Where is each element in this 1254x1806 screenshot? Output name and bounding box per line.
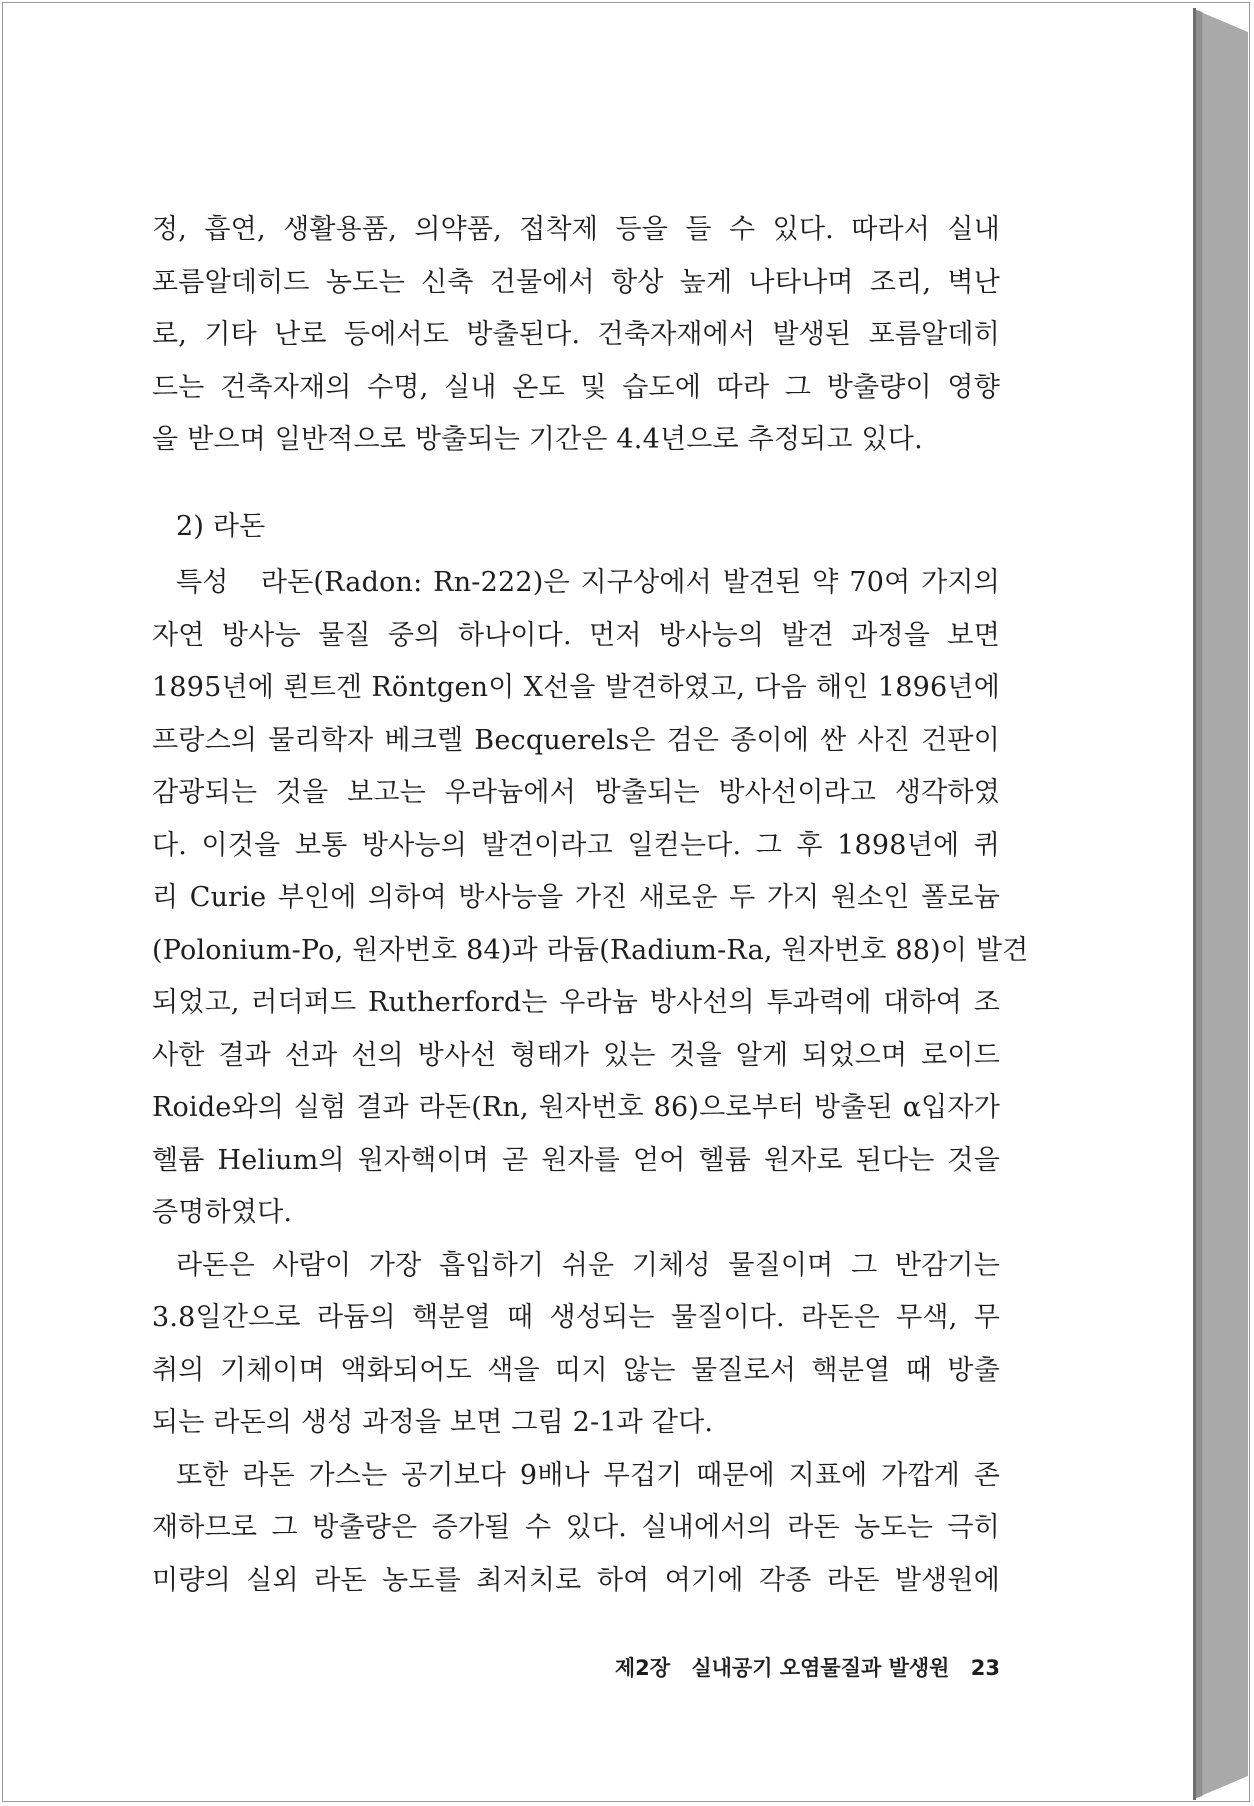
text-line: Roide와의 실험 결과 라돈(Rn, 원자번호 86)으로부터 방출된 α입자가 (152, 1092, 1000, 1123)
text-line: 사한 결과 선과 선의 방사선 형태가 있는 것을 알게 되었으며 로이드 (152, 1039, 1000, 1071)
text-line: 포름알데히드 농도는 신축 건물에서 항상 높게 나타나며 조리, 벽난 (152, 266, 1000, 298)
text-line: 로, 기타 난로 등에서도 방출된다. 건축자재에서 발생된 포름알데히 (152, 319, 1000, 350)
body-text (152, 204, 1029, 1607)
text-line: 감광되는 것을 보고는 우라늄에서 방출되는 방사선이라고 생각하였 (152, 777, 1000, 808)
text-line: 미량의 실외 라돈 농도를 최저치로 하여 여기에 각종 라돈 발생원에 (152, 1564, 1000, 1596)
text-line: 특성 라돈(Radon: Rn-222)은 지구상에서 발견된 약 70여 가지의 (176, 567, 1000, 598)
text-line: 다. 이것을 보통 방사능의 발견이라고 일컫는다. 그 후 1898년에 퀴 (152, 829, 1000, 861)
footer-chapter: 제2장 (614, 1656, 671, 1680)
paragraph (152, 204, 1000, 467)
text-line: 취의 기체이며 액화되어도 색을 띠지 않는 물질로서 핵분열 때 방출 (152, 1354, 1000, 1386)
paragraph (152, 1450, 1000, 1608)
text-line: 자연 방사능 물질 중의 하나이다. 먼저 방사능의 발견 과정을 보면 (152, 619, 1000, 651)
text-line: 드는 건축자재의 수명, 실내 온도 및 습도에 따라 그 방출량이 영향 (152, 371, 1000, 403)
text-line: 리 Curie 부인에 의하여 방사능을 가진 새로운 두 가지 원소인 폴로늄 (152, 882, 1000, 913)
paragraph (152, 1240, 1000, 1450)
page-footer (580, 1652, 1000, 1682)
text-line: 프랑스의 물리학자 베크렐 Becquerels은 검은 종이에 싼 사진 건판이 (152, 724, 1000, 756)
text-line: 되는 라돈의 생성 과정을 보면 그림 2-1과 같다. (152, 1407, 714, 1438)
text-line: 을 받으며 일반적으로 방출되는 기간은 4.4년으로 추정되고 있다. (152, 424, 923, 455)
text-line: 증명하였다. (152, 1197, 293, 1228)
text-line: 되었고, 러더퍼드 Rutherford는 우라늄 방사선의 투과력에 대하여 조 (152, 987, 1000, 1018)
text-line: 또한 라돈 가스는 공기보다 9배나 무겁기 때문에 지표에 가깝게 존 (176, 1459, 1000, 1491)
page-number: 23 (970, 1656, 1000, 1680)
page-edge (1193, 8, 1196, 1800)
text-line: 재하므로 그 방출량은 증가될 수 있다. 실내에서의 라돈 농도는 극히 (152, 1512, 1000, 1543)
text-line: 3.8일간으로 라듐의 핵분열 때 생성되는 물질이다. 라돈은 무색, 무 (152, 1302, 1000, 1333)
text-line: 라돈은 사람이 가장 흡입하기 쉬운 기체성 물질이며 그 반감기는 (176, 1249, 1000, 1281)
text-line: 정, 흡연, 생활용품, 의약품, 접착제 등을 들 수 있다. 따라서 실내 (152, 214, 1000, 245)
text-line: 1895년에 뢴트겐 Röntgen이 X선을 발견하였고, 다음 해인 1896년에 (152, 672, 1000, 703)
section-heading: 2) 라돈 (176, 510, 266, 542)
page-stack-shadow (1196, 10, 1248, 1798)
text-line: 헬륨 Helium의 원자핵이며 곧 원자를 얻어 헬륨 원자로 된다는 것을 (152, 1144, 1000, 1176)
text-line: (Polonium-Po, 원자번호 84)과 라듐(Radium-Ra, 원자번호 88)이 발견 (152, 934, 1029, 966)
footer-title: 실내공기 오염물질과 발생원 (691, 1656, 950, 1680)
paragraph (152, 557, 1029, 1240)
